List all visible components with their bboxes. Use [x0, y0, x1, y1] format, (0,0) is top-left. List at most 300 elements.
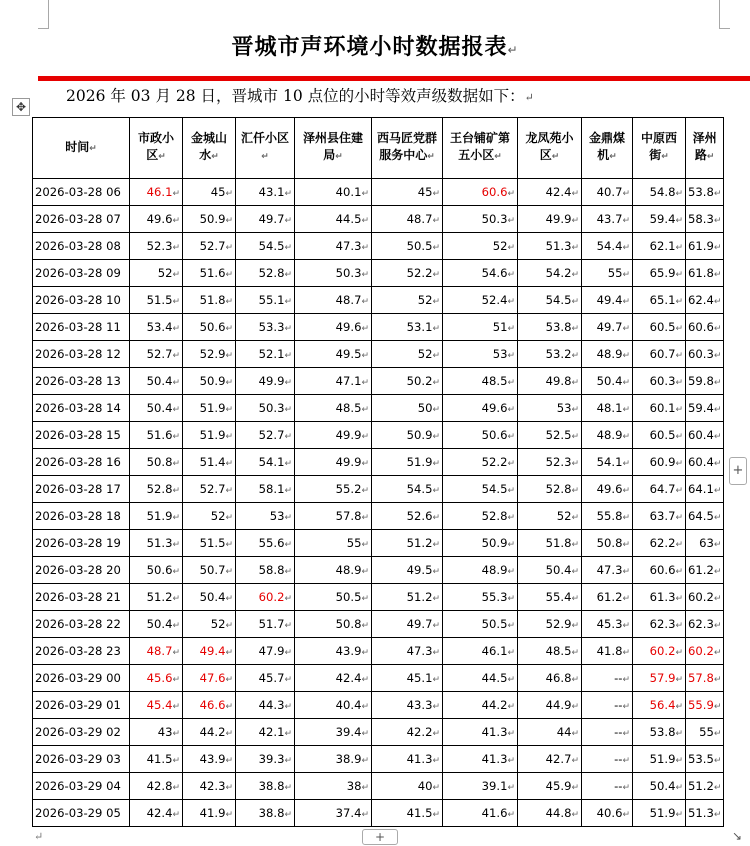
- noise-value: 55: [607, 266, 623, 280]
- value-cell: [686, 287, 724, 314]
- value-cell: [633, 287, 686, 314]
- noise-value: 42.4: [545, 185, 572, 199]
- trailing-paragraph-mark: ↵: [34, 830, 44, 843]
- cell-mark: ↵: [284, 324, 292, 334]
- noise-value: 49.6: [146, 212, 173, 226]
- value-cell: [443, 395, 518, 422]
- noise-value: 52.7: [258, 428, 285, 442]
- noise-value: 49.6: [481, 401, 508, 415]
- cell-mark: ↵: [284, 243, 292, 253]
- cell-mark: ↵: [507, 378, 515, 388]
- cell-mark: ↵: [432, 756, 440, 766]
- noise-value: 47.3: [596, 563, 623, 577]
- cell-mark: ↵: [172, 189, 180, 199]
- cell-mark: ↵: [571, 729, 579, 739]
- noise-value: 50.4: [596, 374, 623, 388]
- cell-mark: ↵: [571, 189, 579, 199]
- cell-mark: ↵: [361, 432, 369, 442]
- noise-value: 48.7: [406, 212, 433, 226]
- noise-value: 50.7: [199, 563, 226, 577]
- cell-mark: ↵: [172, 540, 180, 550]
- header-cell-site: [686, 118, 724, 179]
- value-cell: [582, 368, 633, 395]
- noise-value: 53.8: [649, 725, 676, 739]
- value-cell: [443, 800, 518, 827]
- value-cell: [130, 638, 183, 665]
- cell-mark: ↵: [507, 567, 515, 577]
- time-value: 2026-03-28 15: [35, 428, 121, 442]
- noise-value: 47.3: [406, 644, 433, 658]
- cell-mark: ↵: [713, 297, 722, 307]
- value-cell: [686, 395, 724, 422]
- value-cell: [372, 584, 443, 611]
- noise-value: 50.3: [481, 212, 508, 226]
- cell-mark: ↵: [622, 189, 630, 199]
- value-cell: [295, 341, 372, 368]
- value-cell: [582, 287, 633, 314]
- value-cell: [372, 665, 443, 692]
- value-cell: [372, 638, 443, 665]
- value-cell: [582, 179, 633, 206]
- cell-mark: ↵: [225, 216, 233, 226]
- noise-value: 54.5: [258, 239, 285, 253]
- cell-mark: ↵: [361, 567, 369, 577]
- noise-value: 49.8: [545, 374, 572, 388]
- noise-value: 41.8: [596, 644, 623, 658]
- cell-mark: ↵: [432, 783, 440, 793]
- value-cell: [633, 773, 686, 800]
- table-row: [33, 179, 724, 206]
- cell-mark: ↵: [172, 621, 180, 631]
- value-cell: [236, 800, 295, 827]
- cell-mark: ↵: [675, 270, 683, 280]
- time-cell: [33, 665, 130, 692]
- cell-mark: ↵: [432, 486, 440, 496]
- noise-value: 51.9: [649, 752, 676, 766]
- value-cell: [582, 665, 633, 692]
- cell-mark: ↵: [713, 756, 722, 766]
- cell-mark: ↵: [432, 648, 440, 658]
- value-cell: [183, 476, 236, 503]
- value-cell: [633, 665, 686, 692]
- noise-value: 51.5: [146, 293, 173, 307]
- value-cell: [372, 422, 443, 449]
- value-cell: [372, 179, 443, 206]
- noise-value: 64.7: [649, 482, 676, 496]
- cell-mark: ↵: [172, 513, 180, 523]
- cell-mark: ↵: [361, 594, 369, 604]
- value-cell: [518, 341, 582, 368]
- cell-mark: ↵: [713, 540, 722, 550]
- value-cell: [236, 314, 295, 341]
- cell-mark: ↵: [432, 594, 440, 604]
- header-label: 汇仟小区: [240, 131, 289, 145]
- cell-mark: ↵: [284, 513, 292, 523]
- value-cell: [130, 287, 183, 314]
- value-cell: [130, 719, 183, 746]
- cell-mark: ↵: [284, 459, 292, 469]
- noise-value: 51.2: [146, 590, 173, 604]
- cell-mark: ↵: [284, 297, 292, 307]
- cell-mark: ↵: [225, 594, 233, 604]
- noise-value: 60.5: [649, 428, 676, 442]
- time-value: 2026-03-29 01: [35, 698, 121, 712]
- noise-value: 53.8: [688, 185, 714, 199]
- cell-mark: ↵: [225, 621, 233, 631]
- cell-mark: ↵: [675, 432, 683, 442]
- noise-value: 51.3: [545, 239, 572, 253]
- noise-value: 55.9: [688, 698, 714, 712]
- value-cell: [372, 449, 443, 476]
- noise-value: 51.9: [649, 806, 676, 820]
- cell-mark: ↵: [713, 594, 722, 604]
- cell-mark: ↵: [432, 675, 440, 685]
- cell-mark: ↵: [622, 621, 630, 631]
- value-cell: [443, 314, 518, 341]
- value-cell: [130, 449, 183, 476]
- cell-mark: ↵: [432, 567, 440, 577]
- noise-value: 38.8: [258, 779, 285, 793]
- time-cell: [33, 476, 130, 503]
- cell-mark: ↵: [507, 540, 515, 550]
- noise-value: 52.3: [146, 239, 173, 253]
- noise-value: 54.2: [545, 266, 572, 280]
- cell-mark: ↵: [675, 459, 683, 469]
- value-cell: [633, 233, 686, 260]
- noise-value: 50.9: [199, 212, 226, 226]
- cell-mark: ↵: [225, 675, 233, 685]
- time-value: 2026-03-28 13: [35, 374, 121, 388]
- header-cell-time: [33, 118, 130, 179]
- noise-value: 48.7: [146, 644, 173, 658]
- noise-value: 52: [210, 509, 226, 523]
- noise-value: 52.9: [545, 617, 572, 631]
- cell-mark: ↵: [284, 540, 292, 550]
- value-cell: [372, 476, 443, 503]
- value-cell: [295, 422, 372, 449]
- cell-mark: ↵: [571, 351, 579, 361]
- value-cell: [183, 449, 236, 476]
- noise-value: 44.5: [335, 212, 362, 226]
- value-cell: [236, 773, 295, 800]
- noise-value: 51.6: [146, 428, 173, 442]
- cell-mark: ↵: [675, 783, 683, 793]
- noise-value: 49.4: [199, 644, 226, 658]
- cell-mark: ↵: [225, 810, 233, 820]
- value-cell: [236, 179, 295, 206]
- cell-mark: ↵: [432, 621, 440, 631]
- noise-data-table: [32, 117, 724, 827]
- value-cell: [372, 287, 443, 314]
- noise-value: 55.2: [335, 482, 362, 496]
- value-cell: [686, 638, 724, 665]
- cell-mark: ↵: [675, 351, 683, 361]
- noise-value: 37.4: [335, 806, 362, 820]
- time-value: 2026-03-29 04: [35, 779, 121, 793]
- noise-value: 53: [556, 401, 572, 415]
- noise-value: 41.9: [199, 806, 226, 820]
- time-cell: [33, 557, 130, 584]
- noise-value: 54.1: [596, 455, 623, 469]
- noise-value: 57.8: [688, 671, 714, 685]
- cell-mark: ↵: [432, 324, 440, 334]
- time-value: 2026-03-28 09: [35, 266, 121, 280]
- noise-value: 60.9: [649, 455, 676, 469]
- noise-value: 53: [269, 509, 285, 523]
- cell-mark: ↵: [713, 675, 722, 685]
- table-move-handle-icon[interactable]: ✥: [12, 98, 30, 116]
- noise-value: 60.2: [258, 590, 285, 604]
- table-row: [33, 260, 724, 287]
- noise-value: 42.4: [146, 806, 173, 820]
- header-label: 王台铺矿第五小区: [449, 131, 510, 162]
- intro-paragraph: [66, 84, 534, 106]
- time-cell: [33, 746, 130, 773]
- value-cell: [295, 719, 372, 746]
- header-label: 中原西街: [640, 131, 677, 162]
- value-cell: [130, 179, 183, 206]
- time-value: 2026-03-28 23: [35, 644, 121, 658]
- value-cell: [633, 179, 686, 206]
- value-cell: [183, 422, 236, 449]
- noise-value: 58.1: [258, 482, 285, 496]
- cell-mark: ↵: [675, 243, 683, 253]
- cell-mark: ↵: [225, 486, 233, 496]
- cell-mark: ↵: [284, 594, 292, 604]
- cell-mark: ↵: [507, 486, 515, 496]
- noise-value: 44: [556, 725, 572, 739]
- value-cell: [295, 233, 372, 260]
- noise-value: 64.5: [688, 509, 714, 523]
- value-cell: [518, 314, 582, 341]
- cell-mark: ↵: [571, 567, 579, 577]
- table-row: [33, 611, 724, 638]
- noise-value: 55.8: [596, 509, 623, 523]
- value-cell: [236, 233, 295, 260]
- noise-value: 62.3: [649, 617, 676, 631]
- time-value: 2026-03-29 02: [35, 725, 121, 739]
- value-cell: [372, 557, 443, 584]
- value-cell: [633, 368, 686, 395]
- table-resize-handle-icon[interactable]: ↘: [732, 829, 743, 843]
- cell-mark: ↵: [284, 351, 292, 361]
- value-cell: [443, 476, 518, 503]
- value-cell: [295, 449, 372, 476]
- cell-mark: ↵: [89, 143, 97, 154]
- cell-mark: ↵: [284, 783, 292, 793]
- noise-value: 44.5: [481, 671, 508, 685]
- cell-mark: ↵: [284, 486, 292, 496]
- add-column-button[interactable]: +: [729, 457, 747, 485]
- cell-mark: ↵: [172, 486, 180, 496]
- noise-value: 52.3: [545, 455, 572, 469]
- cell-mark: ↵: [571, 432, 579, 442]
- noise-value: 49.4: [596, 293, 623, 307]
- value-cell: [183, 638, 236, 665]
- value-cell: [582, 260, 633, 287]
- cell-mark: ↵: [225, 351, 233, 361]
- time-cell: [33, 314, 130, 341]
- cell-mark: ↵: [284, 216, 292, 226]
- noise-value: 42.3: [199, 779, 226, 793]
- cell-mark: ↵: [172, 243, 180, 253]
- cell-mark: ↵: [284, 405, 292, 415]
- noise-value: 48.9: [596, 347, 623, 361]
- time-value: 2026-03-28 22: [35, 617, 121, 631]
- cell-mark: ↵: [507, 324, 515, 334]
- cell-mark: ↵: [713, 810, 722, 820]
- noise-value: 50.9: [406, 428, 433, 442]
- add-row-button[interactable]: +: [362, 829, 398, 845]
- value-cell: [295, 746, 372, 773]
- cell-mark: ↵: [571, 810, 579, 820]
- cell-mark: ↵: [675, 216, 683, 226]
- table-row: [33, 476, 724, 503]
- value-cell: [582, 719, 633, 746]
- value-cell: [518, 233, 582, 260]
- value-cell: [236, 557, 295, 584]
- noise-value: 45.4: [146, 698, 173, 712]
- noise-value: 50.5: [406, 239, 433, 253]
- value-cell: [582, 530, 633, 557]
- cell-mark: ↵: [571, 405, 579, 415]
- noise-value: 51.5: [199, 536, 226, 550]
- cell-mark: ↵: [432, 432, 440, 442]
- noise-value: 55: [699, 725, 714, 739]
- noise-value: 60.2: [649, 644, 676, 658]
- value-cell: [443, 719, 518, 746]
- value-cell: [518, 368, 582, 395]
- cell-mark: ↵: [172, 216, 180, 226]
- noise-value: 51.9: [406, 455, 433, 469]
- cell-mark: ↵: [432, 702, 440, 712]
- value-cell: [633, 422, 686, 449]
- noise-value: 51.8: [199, 293, 226, 307]
- time-value: 2026-03-28 11: [35, 320, 121, 334]
- value-cell: [236, 476, 295, 503]
- noise-value: 40.6: [596, 806, 623, 820]
- cell-mark: ↵: [713, 243, 722, 253]
- noise-value: 52: [417, 293, 433, 307]
- value-cell: [518, 476, 582, 503]
- cell-mark: ↵: [675, 810, 683, 820]
- cell-mark: ↵: [713, 648, 722, 658]
- value-cell: [372, 395, 443, 422]
- value-cell: [236, 719, 295, 746]
- cell-mark: ↵: [432, 405, 440, 415]
- value-cell: [183, 611, 236, 638]
- cell-mark: ↵: [225, 783, 233, 793]
- cell-mark: ↵: [284, 270, 292, 280]
- table-row: [33, 638, 724, 665]
- noise-value: 39.1: [481, 779, 508, 793]
- noise-value: 50.3: [335, 266, 362, 280]
- noise-value: 50.4: [146, 617, 173, 631]
- value-cell: [295, 260, 372, 287]
- noise-value: 52: [556, 509, 572, 523]
- noise-value: 52: [417, 347, 433, 361]
- value-cell: [236, 638, 295, 665]
- noise-value: 60.6: [649, 563, 676, 577]
- noise-value: 54.4: [596, 239, 623, 253]
- cell-mark: ↵: [571, 216, 579, 226]
- cell-mark: ↵: [675, 189, 683, 199]
- cell-mark: ↵: [622, 216, 630, 226]
- cell-mark: ↵: [622, 783, 630, 793]
- value-cell: [443, 773, 518, 800]
- value-cell: [686, 665, 724, 692]
- time-cell: [33, 341, 130, 368]
- noise-value: 59.8: [688, 374, 714, 388]
- noise-value: 50.4: [545, 563, 572, 577]
- noise-value: 52.8: [481, 509, 508, 523]
- cell-mark: ↵: [571, 459, 579, 469]
- noise-value: 40.1: [335, 185, 362, 199]
- value-cell: [686, 341, 724, 368]
- value-cell: [372, 368, 443, 395]
- value-cell: [443, 368, 518, 395]
- cell-mark: ↵: [713, 621, 722, 631]
- cell-mark: ↵: [507, 405, 515, 415]
- table-row: [33, 233, 724, 260]
- value-cell: [236, 395, 295, 422]
- value-cell: [443, 746, 518, 773]
- noise-value: 62.1: [649, 239, 676, 253]
- value-cell: [633, 260, 686, 287]
- time-cell: [33, 260, 130, 287]
- noise-value: 60.3: [649, 374, 676, 388]
- value-cell: [633, 314, 686, 341]
- value-cell: [295, 557, 372, 584]
- cell-mark: ↵: [361, 810, 369, 820]
- cell-mark: ↵: [225, 324, 233, 334]
- value-cell: [443, 557, 518, 584]
- noise-value: 60.6: [481, 185, 508, 199]
- noise-value: 48.9: [596, 428, 623, 442]
- cell-mark: ↵: [172, 405, 180, 415]
- cell-mark: ↵: [225, 567, 233, 577]
- noise-value: 51.6: [199, 266, 226, 280]
- cell-mark: ↵: [432, 513, 440, 523]
- value-cell: [518, 206, 582, 233]
- noise-value: 45: [417, 185, 433, 199]
- noise-value: 54.6: [481, 266, 508, 280]
- value-cell: [633, 584, 686, 611]
- value-cell: [236, 260, 295, 287]
- value-cell: [582, 341, 633, 368]
- noise-value: 61.9: [688, 239, 714, 253]
- cell-mark: ↵: [284, 567, 292, 577]
- noise-value: 52.9: [199, 347, 226, 361]
- noise-value: 38: [346, 779, 362, 793]
- cell-mark: ↵: [361, 729, 369, 739]
- value-cell: [633, 206, 686, 233]
- cell-mark: ↵: [661, 152, 669, 162]
- value-cell: [582, 800, 633, 827]
- value-cell: [295, 287, 372, 314]
- time-cell: [33, 422, 130, 449]
- noise-value: 63: [699, 536, 714, 550]
- noise-value: 44.2: [199, 725, 226, 739]
- noise-value: 61.2: [596, 590, 623, 604]
- noise-value: 50.6: [481, 428, 508, 442]
- time-cell: [33, 800, 130, 827]
- value-cell: [518, 422, 582, 449]
- noise-value: 47.3: [335, 239, 362, 253]
- noise-value: 50.5: [335, 590, 362, 604]
- value-cell: [443, 179, 518, 206]
- table-row: [33, 287, 724, 314]
